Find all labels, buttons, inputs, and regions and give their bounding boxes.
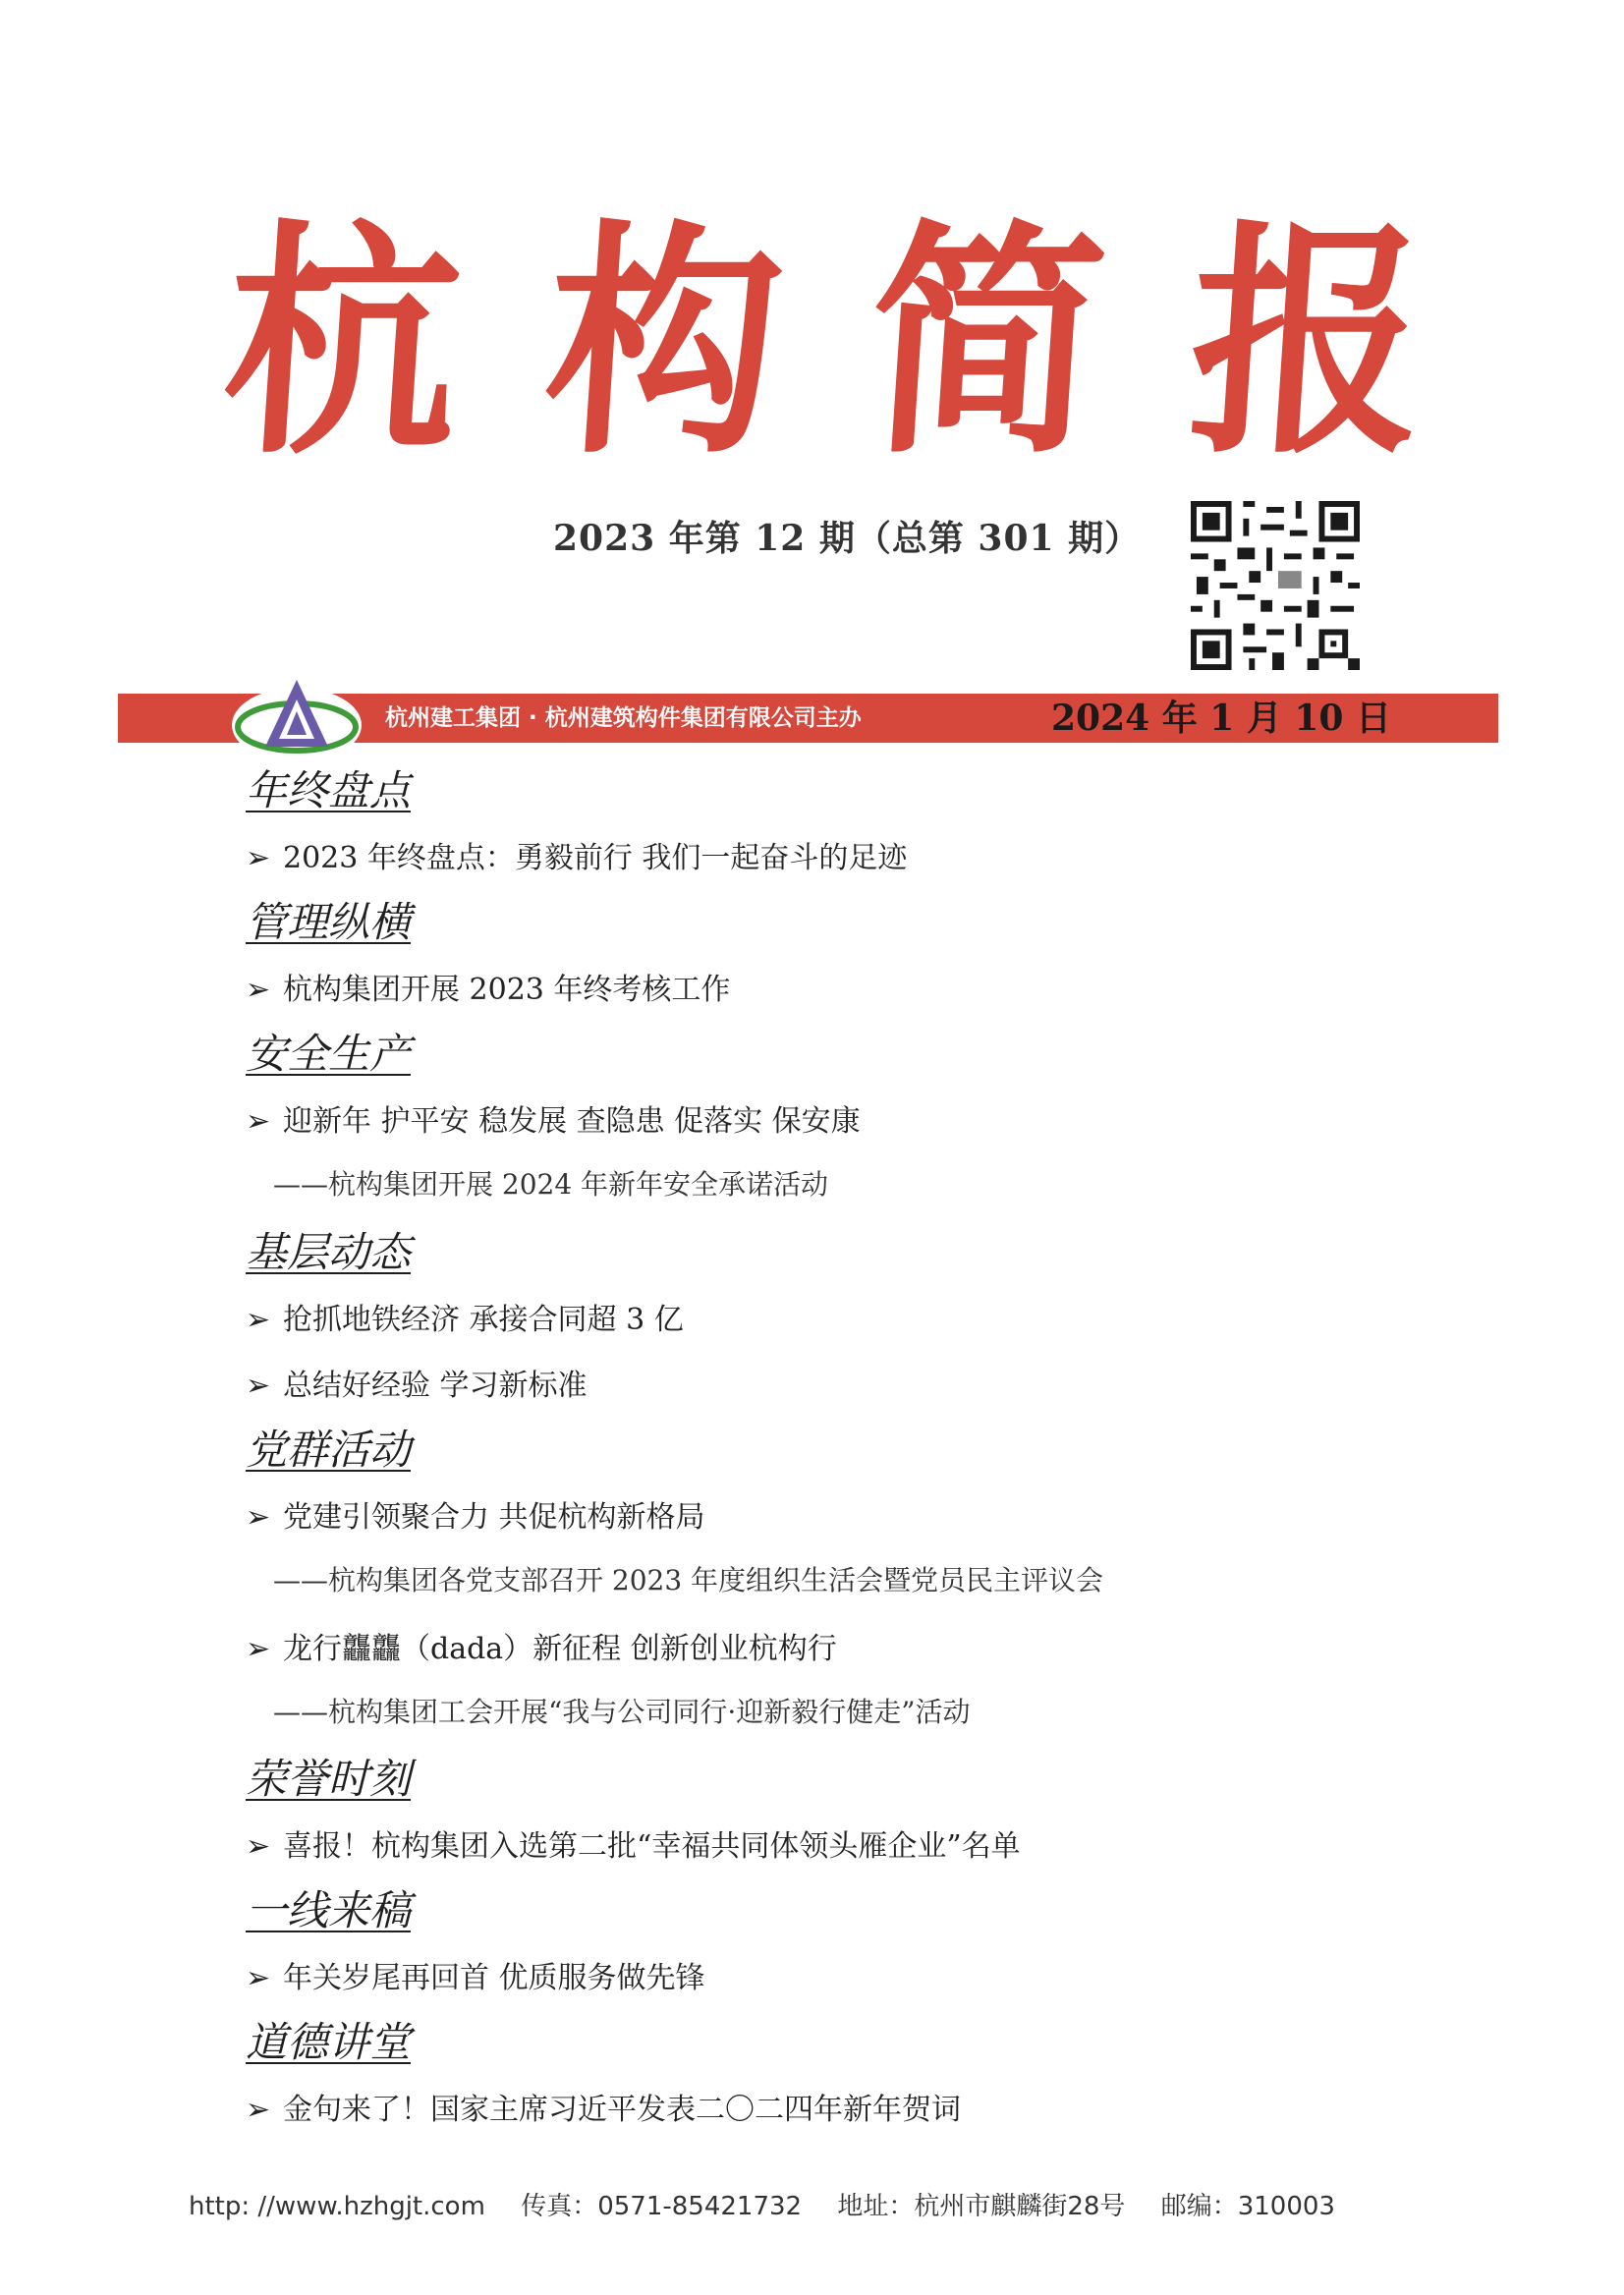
arrow-bullet-icon: ➢ (246, 1369, 271, 1403)
arrow-bullet-icon: ➢ (246, 1104, 271, 1139)
arrow-bullet-icon: ➢ (246, 973, 271, 1007)
masthead-char: 杭 (216, 199, 470, 487)
section-title[interactable]: 党群活动 (246, 1426, 412, 1474)
arrow-bullet-icon: ➢ (246, 1500, 271, 1535)
toc-item[interactable] (246, 965, 730, 1008)
toc-item-label: 杭构集团开展 2023 年终考核工作 (283, 973, 731, 1007)
section-title[interactable]: 管理纵横 (246, 898, 412, 946)
arrow-bullet-icon: ➢ (246, 1961, 271, 1995)
toc-item[interactable] (246, 1361, 588, 1404)
footer-address: 地址：杭州市麒麟街28号 (837, 2192, 1126, 2221)
toc-item[interactable] (246, 1624, 837, 1667)
arrow-bullet-icon: ➢ (246, 1829, 271, 1864)
masthead-title (216, 199, 1434, 487)
toc-item[interactable] (246, 1096, 861, 1140)
toc-subtitle: ——杭构集团开展 2024 年新年安全承诺活动 (273, 1168, 829, 1201)
toc-item[interactable] (246, 1821, 1021, 1865)
organizer-text: 杭州建工集团 · 杭州建筑构件集团有限公司主办 (385, 705, 862, 731)
toc-item-label: 党建引领聚合力 共促杭构新格局 (283, 1500, 705, 1535)
publish-date: 2024 年 1 月 10 日 (1051, 698, 1392, 739)
section-title[interactable]: 安全生产 (246, 1030, 412, 1078)
arrow-bullet-icon: ➢ (246, 841, 271, 875)
section-title[interactable]: 年终盘点 (246, 766, 412, 814)
company-logo-icon (228, 670, 365, 768)
arrow-bullet-icon: ➢ (246, 1303, 271, 1337)
arrow-bullet-icon: ➢ (246, 2093, 271, 2127)
section-title[interactable]: 道德讲堂 (246, 2018, 412, 2066)
toc-item-label: 龙行龘龘（dada）新征程 创新创业杭构行 (283, 1632, 837, 1666)
toc-item-label: 总结好经验 学习新标准 (283, 1369, 588, 1403)
footer-url[interactable]: http: //www.hzhgjt.com (189, 2192, 485, 2221)
toc-item-label: 年关岁尾再回首 优质服务做先锋 (283, 1961, 705, 1995)
toc-item-label: 迎新年 护平安 稳发展 查隐患 促落实 保安康 (283, 1104, 861, 1139)
toc-item[interactable] (246, 1953, 705, 1996)
arrow-bullet-icon: ➢ (246, 1632, 271, 1666)
toc-item[interactable] (246, 2085, 961, 2128)
toc-subtitle: ——杭构集团各党支部召开 2023 年度组织生活会暨党员民主评议会 (273, 1564, 1104, 1596)
toc-item[interactable] (246, 1295, 684, 1338)
section-title[interactable]: 基层动态 (246, 1228, 412, 1276)
masthead-char: 报 (1181, 199, 1434, 487)
toc-item[interactable] (246, 1492, 705, 1536)
toc-item[interactable] (246, 833, 907, 876)
footer (189, 2186, 1466, 2222)
qr-code-icon (1191, 501, 1360, 670)
section-title[interactable]: 一线来稿 (246, 1886, 412, 1934)
masthead-char: 简 (859, 199, 1113, 487)
toc-item-label: 喜报！杭构集团入选第二批“幸福共同体领头雁企业”名单 (283, 1829, 1021, 1864)
toc-item-label: 金句来了！国家主席习近平发表二〇二四年新年贺词 (283, 2093, 961, 2127)
issue-number: 2023 年第 12 期（总第 301 期） (553, 518, 1142, 559)
footer-fax: 传真：0571-85421732 (521, 2192, 803, 2221)
masthead-char: 构 (537, 199, 792, 487)
footer-postcode: 邮编：310003 (1160, 2192, 1335, 2221)
toc-item-label: 抢抓地铁经济 承接合同超 3 亿 (283, 1303, 684, 1337)
section-title[interactable]: 荣誉时刻 (246, 1755, 412, 1803)
toc-item-label: 2023 年终盘点：勇毅前行 我们一起奋斗的足迹 (283, 841, 908, 875)
toc-subtitle: ——杭构集团工会开展“我与公司同行·迎新毅行健走”活动 (273, 1696, 971, 1728)
